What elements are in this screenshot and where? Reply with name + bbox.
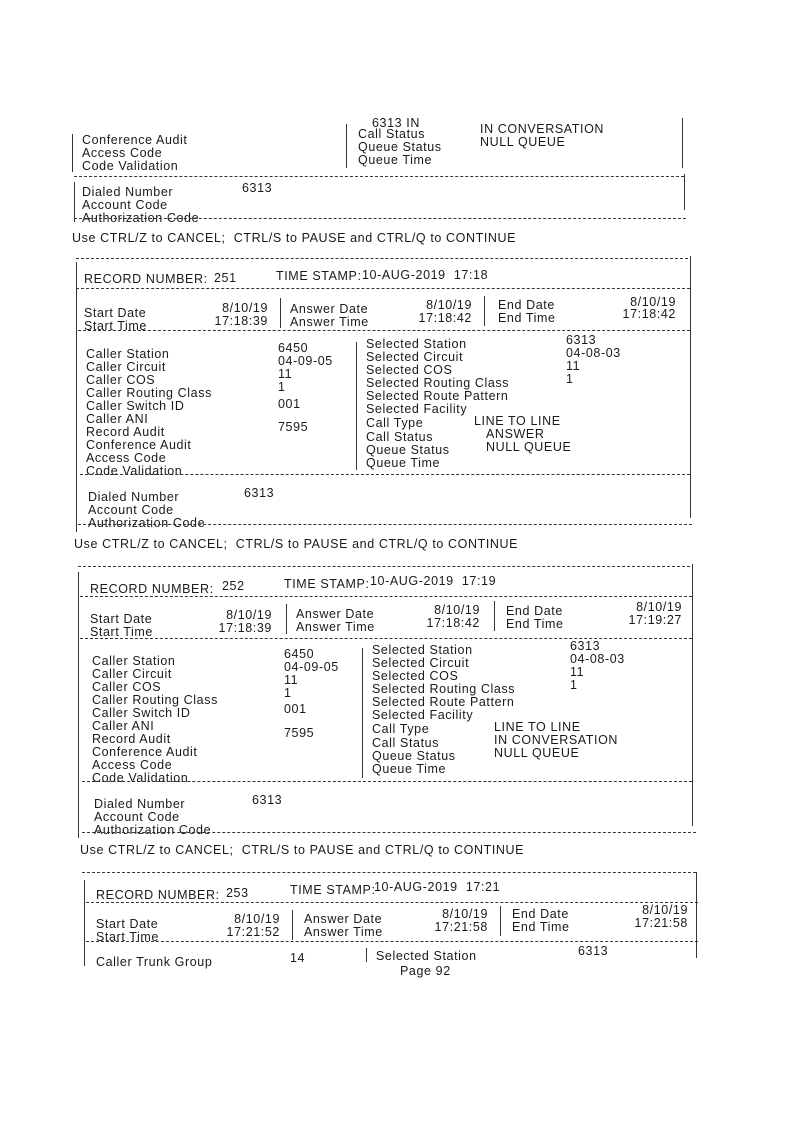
field-label: Call Status (358, 127, 426, 141)
right-border (696, 872, 697, 958)
separator (76, 258, 688, 259)
separator (80, 474, 690, 475)
authorization-code-label: Authorization Code (88, 516, 206, 530)
field-label: Selected COS (372, 669, 459, 683)
start-date-value: 8/10/19 (226, 608, 272, 622)
separator (86, 902, 698, 903)
field-label: Caller Switch ID (92, 706, 191, 720)
start-time-value: 17:18:39 (218, 621, 272, 635)
field-value: 11 (570, 665, 585, 679)
field-label: Call Status (372, 736, 440, 750)
end-date-label: End Date (498, 298, 555, 312)
separator (82, 832, 696, 833)
field-label: Caller COS (86, 373, 156, 387)
field-label: Selected COS (366, 363, 453, 377)
dialed-number-value: 6313 (242, 181, 273, 195)
end-date-label: End Date (506, 604, 563, 618)
field-value: 1 (570, 678, 578, 692)
field-label: Queue Time (358, 153, 433, 167)
end-time-label: End Time (498, 311, 556, 325)
record-number-label: RECORD NUMBER: (96, 888, 220, 902)
field-label: Caller Trunk Group (96, 955, 213, 969)
selected-station-value: 6313 IN (372, 116, 420, 130)
separator (82, 781, 692, 782)
left-border (78, 572, 79, 838)
field-label: Selected Route Pattern (372, 695, 515, 709)
separator (86, 941, 698, 942)
field-label: Conference Audit (92, 745, 198, 759)
field-label: Conference Audit (86, 438, 192, 452)
separator (76, 288, 690, 289)
account-code-label: Account Code (82, 198, 168, 212)
start-time-label: Start Time (90, 625, 153, 639)
left-border (76, 262, 77, 532)
field-value: 6313 (566, 333, 597, 347)
field-value: 11 (278, 367, 293, 381)
field-label: Caller Circuit (92, 667, 172, 681)
column-divider (500, 906, 501, 936)
end-time-value: 17:21:58 (634, 916, 688, 930)
end-date-value: 8/10/19 (636, 600, 682, 614)
field-value: 6450 (284, 647, 315, 661)
field-label: Caller ANI (86, 412, 149, 426)
left-border (84, 880, 85, 966)
start-time-value: 17:21:52 (226, 925, 280, 939)
record-number: 251 (214, 271, 237, 285)
end-date-value: 8/10/19 (630, 295, 676, 309)
field-label: Call Status (366, 430, 434, 444)
column-divider (494, 601, 495, 631)
answer-date-value: 8/10/19 (442, 907, 488, 921)
start-date-label: Start Date (96, 917, 159, 931)
answer-time-value: 17:18:42 (418, 311, 472, 325)
start-time-value: 17:18:39 (214, 314, 268, 328)
field-value: 001 (278, 397, 301, 411)
field-label: Caller Circuit (86, 360, 166, 374)
right-border (682, 118, 683, 168)
right-border (684, 174, 685, 210)
field-label: Selected Station (372, 643, 473, 657)
right-border (692, 564, 693, 826)
field-value: 04-09-05 (278, 354, 333, 368)
field-label: Caller COS (92, 680, 162, 694)
timestamp-label: TIME STAMP: (284, 577, 370, 591)
answer-time-value: 17:21:58 (434, 920, 488, 934)
field-label: Access Code (82, 146, 163, 160)
end-time-value: 17:19:27 (628, 613, 682, 627)
field-label: Selected Circuit (372, 656, 470, 670)
field-label: Record Audit (86, 425, 165, 439)
field-value: 6313 (570, 639, 601, 653)
left-border (72, 134, 73, 172)
field-label: Code Validation (92, 771, 189, 785)
separator (74, 176, 684, 177)
dialed-number-label: Dialed Number (82, 185, 174, 199)
field-value: 7595 (278, 420, 309, 434)
field-value: NULL QUEUE (486, 440, 572, 454)
field-value: 14 (290, 951, 306, 965)
dialed-number-label: Dialed Number (88, 490, 180, 504)
separator (78, 330, 690, 331)
column-divider (346, 124, 347, 168)
field-label: Caller Station (92, 654, 176, 668)
start-time-label: Start Time (84, 319, 147, 333)
field-value: 001 (284, 702, 307, 716)
answer-date-label: Answer Date (296, 607, 375, 621)
authorization-code-label: Authorization Code (94, 823, 212, 837)
field-label: Selected Circuit (366, 350, 464, 364)
end-time-label: End Time (512, 920, 570, 934)
dialed-number-label: Dialed Number (94, 797, 186, 811)
field-label: Code Validation (86, 464, 183, 478)
field-value: 1 (278, 380, 286, 394)
field-label: Queue Status (372, 749, 456, 763)
column-divider (484, 296, 485, 326)
start-time-label: Start Time (96, 930, 159, 944)
field-label: Call Type (366, 416, 424, 430)
field-value: 11 (284, 673, 299, 687)
record-number-label: RECORD NUMBER: (84, 272, 208, 286)
field-label: Selected Facility (366, 402, 468, 416)
answer-time-label: Answer Time (290, 315, 369, 329)
start-date-label: Start Date (90, 612, 153, 626)
field-value: 7595 (284, 726, 315, 740)
field-label: Call Type (372, 722, 430, 736)
field-label: Selected Station (376, 949, 477, 963)
field-label: Record Audit (92, 732, 171, 746)
timestamp-value: 10-AUG-2019 17:18 (362, 268, 489, 282)
timestamp-label: TIME STAMP: (290, 883, 376, 897)
field-label: Queue Time (372, 762, 447, 776)
separator (78, 566, 690, 567)
record-number-label: RECORD NUMBER: (90, 582, 214, 596)
field-value: IN CONVERSATION (494, 733, 619, 747)
record-number: 252 (222, 579, 245, 593)
field-value: 04-08-03 (566, 346, 621, 360)
field-value: 6313 (578, 944, 609, 958)
end-date-label: End Date (512, 907, 569, 921)
field-label: Access Code (92, 758, 173, 772)
field-value: LINE TO LINE (474, 414, 561, 428)
column-divider (280, 298, 281, 328)
field-value: 11 (566, 359, 581, 373)
answer-time-value: 17:18:42 (426, 616, 480, 630)
field-value: 04-08-03 (570, 652, 625, 666)
separator (78, 524, 692, 525)
field-label: Caller Switch ID (86, 399, 185, 413)
answer-date-label: Answer Date (290, 302, 369, 316)
field-value: 1 (284, 686, 292, 700)
field-label: Selected Route Pattern (366, 389, 509, 403)
control-prompt: Use CTRL/Z to CANCEL; CTRL/S to PAUSE and CTRL/Q to CONTINUE (74, 537, 519, 551)
end-date-value: 8/10/19 (642, 903, 688, 917)
answer-date-value: 8/10/19 (434, 603, 480, 617)
end-time-value: 17:18:42 (622, 307, 676, 321)
field-label: Queue Status (358, 140, 442, 154)
column-divider (362, 648, 363, 778)
field-value: 04-09-05 (284, 660, 339, 674)
separator (74, 218, 686, 219)
timestamp-value: 10-AUG-2019 17:19 (370, 574, 497, 588)
timestamp-label: TIME STAMP: (276, 269, 362, 283)
field-value: ANSWER (486, 427, 545, 441)
field-label: Caller Station (86, 347, 170, 361)
end-time-label: End Time (506, 617, 564, 631)
field-label: Caller ANI (92, 719, 155, 733)
field-value: NULL QUEUE (494, 746, 580, 760)
record-number: 253 (226, 886, 249, 900)
field-value: LINE TO LINE (494, 720, 581, 734)
start-date-value: 8/10/19 (234, 912, 280, 926)
field-label: Selected Routing Class (366, 376, 510, 390)
start-date-label: Start Date (84, 306, 147, 320)
column-divider (356, 342, 357, 470)
answer-date-value: 8/10/19 (426, 298, 472, 312)
field-label: Queue Time (366, 456, 441, 470)
answer-date-label: Answer Date (304, 912, 383, 926)
field-label: Queue Status (366, 443, 450, 457)
field-label: Selected Routing Class (372, 682, 516, 696)
field-label: Code Validation (82, 159, 179, 173)
control-prompt: Use CTRL/Z to CANCEL; CTRL/S to PAUSE and CTRL/Q to CONTINUE (72, 231, 517, 245)
dialed-number-value: 6313 (244, 486, 275, 500)
right-border (690, 256, 691, 518)
field-value: 1 (566, 372, 574, 386)
field-value: 6450 (278, 341, 309, 355)
control-prompt: Use CTRL/Z to CANCEL; CTRL/S to PAUSE and CTRL/Q to CONTINUE (80, 843, 525, 857)
answer-time-label: Answer Time (296, 620, 375, 634)
field-value: NULL QUEUE (480, 135, 566, 149)
start-date-value: 8/10/19 (222, 301, 268, 315)
field-label: Selected Facility (372, 708, 474, 722)
account-code-label: Account Code (88, 503, 174, 517)
field-label: Conference Audit (82, 133, 188, 147)
separator (82, 872, 696, 873)
field-label: Caller Routing Class (92, 693, 218, 707)
column-divider (366, 948, 367, 962)
dialed-number-value: 6313 (252, 793, 283, 807)
field-label: Access Code (86, 451, 167, 465)
account-code-label: Account Code (94, 810, 180, 824)
column-divider (286, 604, 287, 634)
field-value: IN CONVERSATION (480, 122, 605, 136)
authorization-code-label: Authorization Code (82, 211, 200, 225)
field-label: Selected Station (366, 337, 467, 351)
left-border (74, 182, 75, 222)
timestamp-value: 10-AUG-2019 17:21 (374, 880, 501, 894)
separator (80, 596, 692, 597)
field-label: Caller Routing Class (86, 386, 212, 400)
page-number: Page 92 (400, 964, 451, 978)
answer-time-label: Answer Time (304, 925, 383, 939)
column-divider (292, 910, 293, 940)
